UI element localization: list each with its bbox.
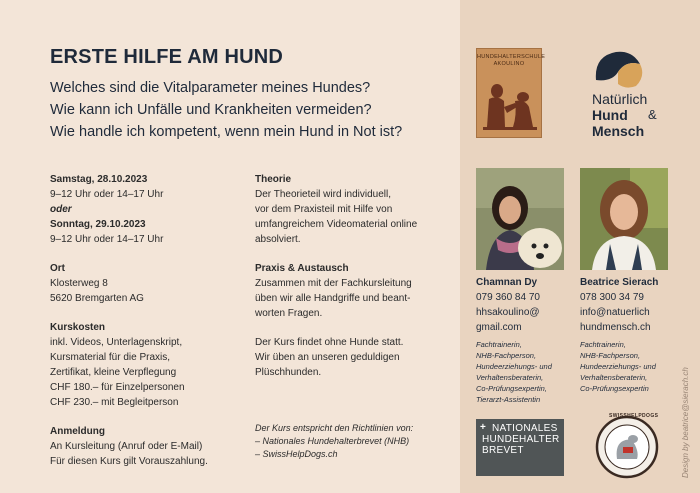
trainer-role: Co-Prüfungsexpertin [580, 384, 649, 393]
registration-heading: Anmeldung [50, 426, 105, 437]
trainer-phone[interactable]: 078 300 34 79 [580, 292, 644, 303]
registration-line-2: Für diesen Kurs gilt Vorauszahlung. [50, 456, 208, 467]
theory-line: vor dem Praxisteil mit Hilfe von [255, 204, 393, 215]
trainer-role: NHB-Fachperson, [476, 351, 537, 360]
nhb-logo [476, 419, 564, 476]
dog-person-silhouette-icon [477, 77, 543, 137]
theory-line: Der Theorieteil wird individuell, [255, 189, 391, 200]
akoulino-logo [476, 48, 546, 138]
photo-beatrice-sierach [580, 168, 668, 270]
place-city: 5620 Bremgarten AG [50, 293, 144, 304]
costs-line: inkl. Videos, Unterlagenskript, [50, 337, 183, 348]
logo-text-amp: & [648, 107, 657, 122]
costs-line: CHF 230.– mit Begleitperson [50, 397, 179, 408]
trainer-role: Hundeerziehungs- und [580, 362, 656, 371]
trainer-role: Co-Prüfungsexpertin, [476, 384, 547, 393]
logo-text-natuerlich: Natürlich [592, 91, 648, 107]
nhb-line-2: HUNDEHALTER [482, 434, 560, 445]
costs-line: CHF 180.– für Einzelpersonen [50, 382, 185, 393]
trainer-photo-1 [476, 168, 564, 270]
trainer-email-2[interactable]: gmail.com [476, 322, 522, 333]
theory-line: absolviert. [255, 234, 301, 245]
question-2: Wie kann ich Unfälle und Krankheiten vermeiden? [50, 102, 372, 118]
photo-chamnan-dy [476, 168, 564, 270]
practice-line: worten Fragen. [255, 308, 323, 319]
trainer-name: Chamnan Dy [476, 277, 538, 288]
practice-heading: Praxis & Austausch [255, 263, 349, 274]
plus-icon: + [480, 422, 486, 433]
nhb-line-3: BREVET [482, 445, 524, 456]
trainer-role: NHB-Fachperson, [580, 351, 641, 360]
costs-heading: Kurskosten [50, 322, 106, 333]
hund-mensch-logo-icon [592, 46, 648, 92]
place-street: Klosterweg 8 [50, 278, 108, 289]
time-1: 9–12 Uhr oder 14–17 Uhr [50, 189, 164, 200]
costs-line: Zertifikat, kleine Verpflegung [50, 367, 177, 378]
trainer-role: Verhaltensberaterin, [476, 373, 544, 382]
practice-line: üben wir alle Handgriffe und beant- [255, 293, 411, 304]
guidelines-item: – Nationales Hundehalterbrevet (NHB) [255, 436, 410, 446]
or-label: oder [50, 204, 72, 215]
swisshelpdogs-logo [595, 415, 659, 479]
swisshelpdogs-text: SWISSHELPDOGS [609, 413, 659, 419]
trainer-card-1 [476, 275, 552, 405]
trainer-role: Tierarzt-Assistentin [476, 395, 541, 404]
guidelines-intro: Der Kurs entspricht den Richtlinien von: [255, 423, 414, 433]
design-credit: Design by beatrice@sierach.ch [681, 367, 690, 478]
left-column [50, 172, 245, 469]
theory-heading: Theorie [255, 174, 292, 185]
practice-line: Plüschhunden. [255, 367, 322, 378]
costs-line: Kursmaterial für die Praxis, [50, 352, 171, 363]
trainer-email-1[interactable]: hhsakoulino@ [476, 307, 540, 318]
trainer-role: Fachtrainerin, [580, 340, 626, 349]
swisshelpdogs-badge-icon [595, 415, 659, 479]
logo-text-hund: Hund [592, 107, 628, 123]
nhb-line-1: NATIONALES [492, 423, 558, 434]
question-1: Welches sind die Vitalparameter meines Hundes? [50, 80, 371, 96]
trainer-phone[interactable]: 079 360 84 70 [476, 292, 540, 303]
akoulino-logo-text: HUNDEHALTERSCHULE AKOULINO [477, 54, 546, 67]
trainer-email-1[interactable]: info@natuerlich [580, 307, 650, 318]
natuerlich-hund-mensch-logo [590, 46, 680, 141]
theory-line: umfangreichem Videomaterial online [255, 219, 418, 230]
time-2: 9–12 Uhr oder 14–17 Uhr [50, 234, 164, 245]
guidelines-item: – SwissHelpDogs.ch [255, 449, 338, 459]
date-2: Sonntag, 29.10.2023 [50, 219, 146, 230]
trainer-role: Fachtrainerin, [476, 340, 522, 349]
trainer-email-2[interactable]: hundmensch.ch [580, 322, 651, 333]
date-1: Samstag, 28.10.2023 [50, 174, 148, 185]
trainer-card-2 [580, 275, 658, 394]
guidelines [255, 422, 455, 461]
right-column [255, 172, 455, 380]
logo-text-mensch: Mensch [592, 123, 645, 139]
practice-line: Der Kurs findet ohne Hunde statt. [255, 337, 404, 348]
page-title: ERSTE HILFE AM HUND [50, 46, 284, 68]
trainer-photo-2 [580, 168, 668, 270]
trainer-name: Beatrice Sierach [580, 277, 659, 288]
practice-line: Wir üben an unseren geduldigen [255, 352, 400, 363]
registration-line-1: An Kursleitung (Anruf oder E-Mail) [50, 441, 203, 452]
trainer-role: Verhaltensberaterin, [580, 373, 648, 382]
place-heading: Ort [50, 263, 65, 274]
practice-line: Zusammen mit der Fachkursleitung [255, 278, 412, 289]
trainer-role: Hundeerziehungs- und [476, 362, 552, 371]
question-3: Wie handle ich kompetent, wenn mein Hund in Not ist? [50, 124, 403, 140]
